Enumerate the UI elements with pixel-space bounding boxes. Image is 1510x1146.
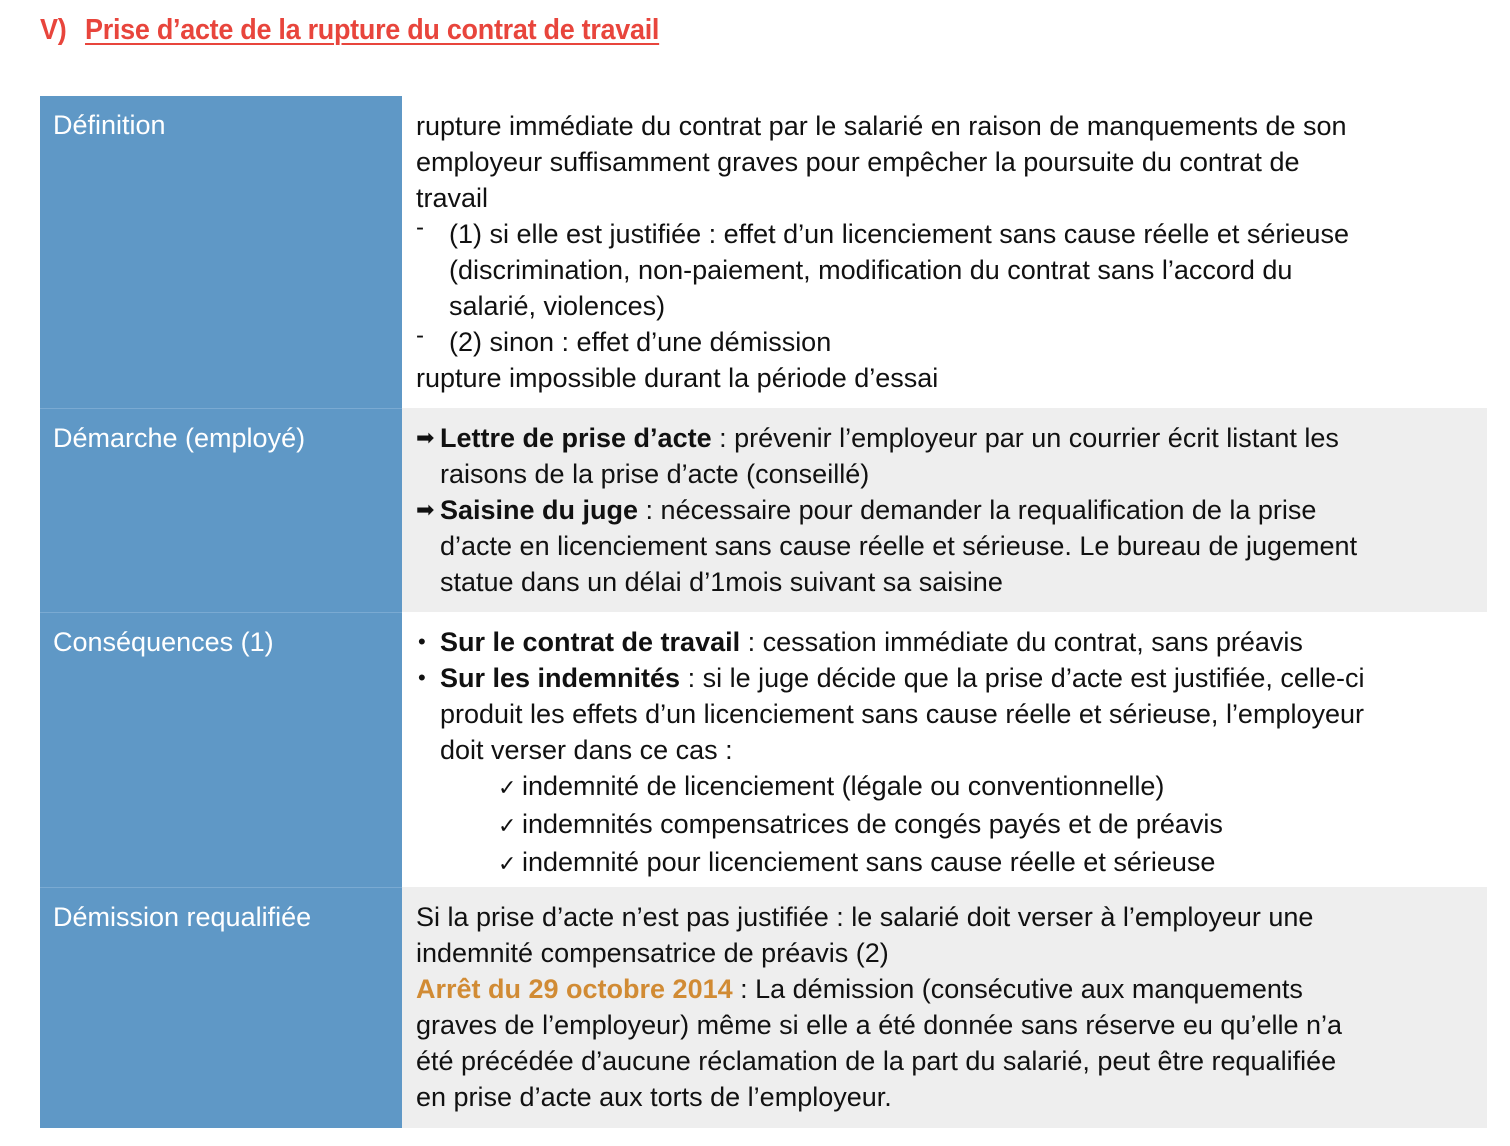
- summary-table: [40, 96, 1487, 1128]
- row-label: Démission requalifiée: [40, 887, 402, 1128]
- row-content: [402, 612, 1487, 887]
- row-label: Démarche (employé): [40, 408, 402, 612]
- text-line: indemnité compensatrice de préavis (2): [416, 938, 889, 968]
- text-line: statue dans un délai d’1mois suivant sa saisine: [440, 567, 1003, 597]
- text-line: produit les effets d’un licenciement sans cause réelle et sérieuse, l’employeur: [440, 699, 1364, 729]
- row-content: [402, 408, 1487, 612]
- list-item: [416, 492, 1473, 600]
- text-line: en prise d’acte aux torts de l’employeur.: [416, 1082, 892, 1112]
- arrow-right-icon: ➡: [416, 425, 435, 450]
- list-item: [416, 624, 1473, 660]
- text-line: Si la prise d’acte n’est pas justifiée : le salarié doit verser à l’employeur une: [416, 902, 1314, 932]
- item-heading: Sur les indemnités: [440, 663, 681, 693]
- text-line: rupture impossible durant la période d’essai: [416, 363, 939, 393]
- check-list-item: [416, 806, 1473, 844]
- bullet-icon: •: [418, 665, 426, 690]
- text-line: travail: [416, 183, 489, 213]
- text-line: salarié, violences): [449, 291, 666, 321]
- text-line: (2) sinon : effet d’une démission: [449, 327, 832, 357]
- section-heading: Prise d’acte de la rupture du contrat de travail: [85, 14, 660, 46]
- checkmark-icon: ✓: [498, 813, 517, 838]
- text-line: : nécessaire pour demander la requalification de la prise: [638, 495, 1317, 525]
- bullet-icon: •: [418, 629, 426, 654]
- text-line: (discrimination, non-paiement, modification du contrat sans l’accord du: [449, 255, 1293, 285]
- text-line: graves de l’employeur) même si elle a été donnée sans réserve eu qu’elle n’a: [416, 1010, 1343, 1040]
- row-label: Conséquences (1): [40, 612, 402, 887]
- text-line: d’acte en licenciement sans cause réelle et sérieuse. Le bureau de jugement: [440, 531, 1358, 561]
- arrow-right-icon: ➡: [416, 497, 435, 522]
- row-content: [402, 887, 1487, 1128]
- text-line: employeur suffisamment graves pour empêcher la poursuite du contrat de: [416, 147, 1300, 177]
- list-item: [416, 660, 1473, 768]
- check-list-item: [416, 844, 1473, 882]
- section-title: [40, 14, 659, 47]
- text-line: indemnité pour licenciement sans cause réelle et sérieuse: [522, 847, 1216, 877]
- list-item: [416, 216, 1473, 324]
- text-line: été précédée d’aucune réclamation de la part du salarié, peut être requalifiée: [416, 1046, 1337, 1076]
- table-row-consequences: [40, 612, 1487, 887]
- row-label: Définition: [40, 96, 402, 408]
- text-line: indemnité de licenciement (légale ou conventionnelle): [522, 771, 1165, 801]
- table-row-demarche: [40, 408, 1487, 612]
- checkmark-icon: ✓: [498, 775, 517, 800]
- text-line: raisons de la prise d’acte (conseillé): [440, 459, 870, 489]
- check-list-item: [416, 768, 1473, 806]
- list-item: [416, 324, 1473, 360]
- row-content: [402, 96, 1487, 408]
- item-heading: Sur le contrat de travail: [440, 627, 741, 657]
- text-line: : si le juge décide que la prise d’acte est justifiée, celle-ci: [680, 663, 1365, 693]
- dash-icon: -: [416, 322, 424, 349]
- list-item: [416, 420, 1473, 492]
- dash-icon: -: [416, 214, 424, 241]
- text-line: rupture immédiate du contrat par le salarié en raison de manquements de son: [416, 111, 1347, 141]
- table-row-demission: [40, 887, 1487, 1128]
- court-ruling-reference: Arrêt du 29 octobre 2014: [416, 974, 733, 1004]
- item-heading: Lettre de prise d’acte: [440, 423, 712, 453]
- text-line: (1) si elle est justifiée : effet d’un licenciement sans cause réelle et sérieuse: [449, 219, 1349, 249]
- text-line: : cessation immédiate du contrat, sans préavis: [740, 627, 1303, 657]
- text-line: : prévenir l’employeur par un courrier écrit listant les: [711, 423, 1339, 453]
- section-number: V): [40, 14, 67, 46]
- table-row-definition: [40, 96, 1487, 408]
- text-line: doit verser dans ce cas :: [440, 735, 733, 765]
- text-line: : La démission (consécutive aux manquements: [732, 974, 1303, 1004]
- checkmark-icon: ✓: [498, 851, 517, 876]
- text-line: indemnités compensatrices de congés payés et de préavis: [522, 809, 1223, 839]
- item-heading: Saisine du juge: [440, 495, 639, 525]
